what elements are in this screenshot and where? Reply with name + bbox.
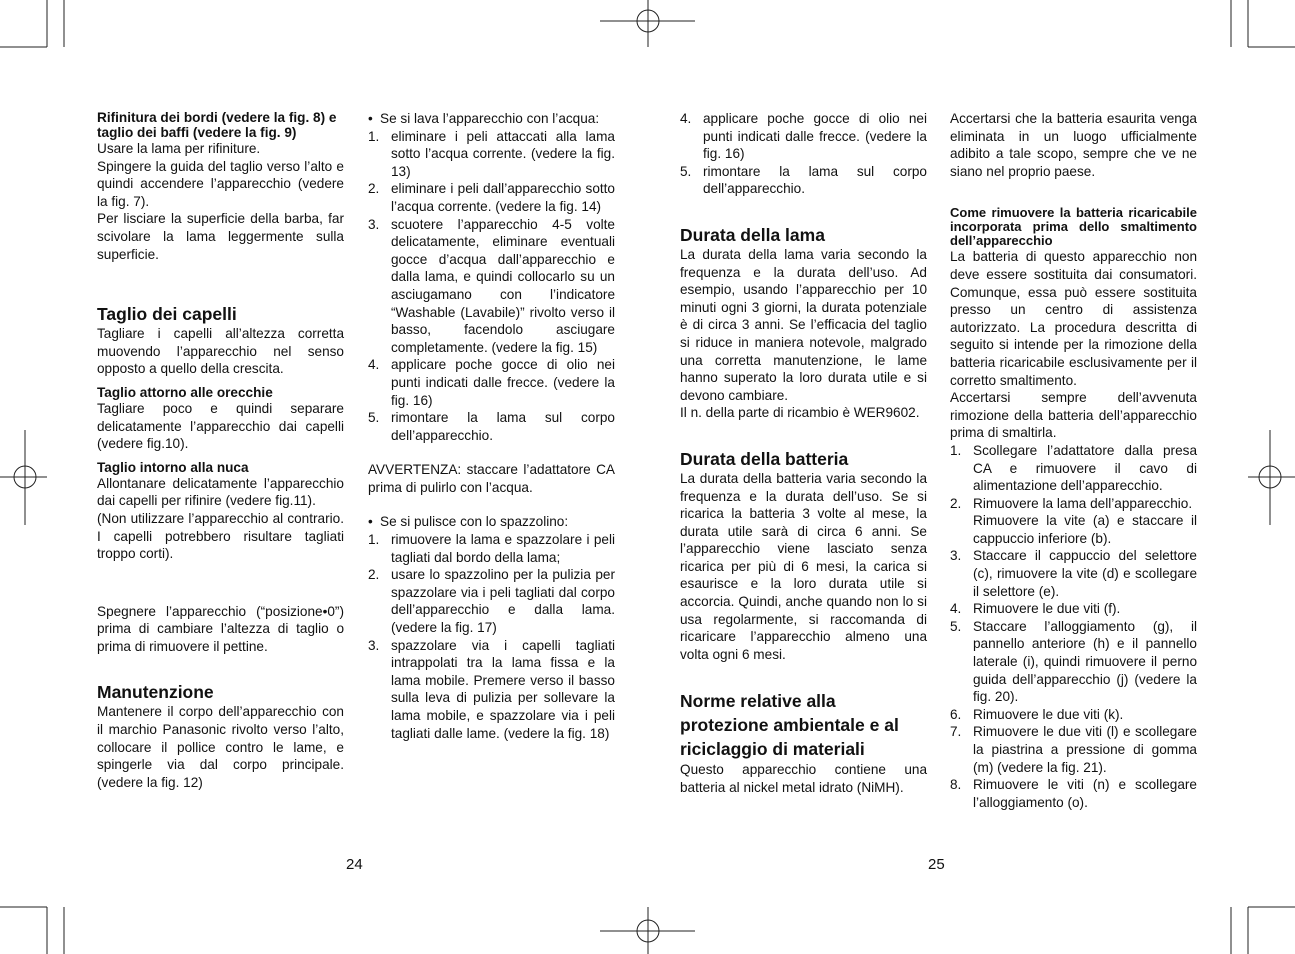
batteria-text: La durata della batteria varia secondo la frequenza e la durata dell’uso. Se si ricarica la batteria 3 volte al mese, la durata utile sarà di circa 6 anni. Se l’apparecchio viene lasciato senza ricarica per più di 6 mesi, la carica si esaurisce e la loro durata utile si accorcia. Quindi, anche quando non lo si usa regolarmente, si raccomanda di ricaricare l’apparecchio almeno una volta ogni 6 mesi.	[680, 470, 927, 662]
step-text: eliminare i peli dall’apparecchio sotto l’acqua corrente. (vedere la fig. 14)	[391, 181, 615, 214]
step-text: Rimuovere le viti (n) e scollegare l’alloggiamento (o).	[973, 777, 1197, 810]
ricambio-text: Il n. della parte di ricambio è WER9602.	[680, 405, 920, 421]
column-2	[368, 110, 615, 742]
step-number: 3.	[950, 548, 962, 564]
step-number: 3.	[368, 637, 380, 653]
spazzolino-intro	[368, 513, 615, 531]
list-item	[680, 163, 927, 198]
list-item	[368, 356, 615, 409]
list-item	[950, 547, 1197, 600]
step-text: Staccare il cappuccio del selettore (c), rimuovere la vite (d) e scollegare il selettore (e).	[973, 548, 1197, 599]
rimuovere-text: La batteria di questo apparecchio non deve essere sostituita dai consumatori. Comunque, essa può essere sostituita presso un centro di assistenza autorizzato. La procedura descritta di seguito si intende per la rimozione della batteria ricaricabile esclusivamente per il corretto smaltimento.	[950, 249, 1197, 388]
list-item	[950, 618, 1197, 706]
manutenzione-text: Mantenere il corpo dell’apparecchio con il marchio Panasonic rivolto verso l’alto, collocare il pollice contro le lame, e spingerle via dal corpo principale. (vedere la fig. 12)	[97, 704, 344, 790]
list-item	[368, 128, 615, 181]
list-item	[368, 216, 615, 357]
step-number: 5.	[368, 410, 380, 426]
rifinitura-heading: Rifinitura dei bordi (vedere la fig. 8) e taglio dei baffi (vedere la fig. 9)	[97, 110, 337, 140]
column-4	[950, 110, 1197, 811]
capelli-text: Tagliare i capelli all’altezza corretta muovendo l’apparecchio nel senso opposto a quello della crescita.	[97, 326, 344, 377]
step-number: 8.	[950, 777, 962, 793]
step-text: Rimuovere le due viti (l) e scollegare la piastrina a pressione di gomma (m) (vedere la fig. 21).	[973, 724, 1197, 775]
step-number: 4.	[950, 601, 962, 617]
lava-steps	[368, 128, 615, 445]
lava-intro-text: Se si lava l’apparecchio con l’acqua:	[380, 111, 600, 126]
step-text: usare lo spazzolino per la pulizia per spazzolare via i peli tagliati dal corpo dell’apparecchio e dalla lama. (vedere la fig. 17)	[391, 567, 615, 636]
rifinitura-text-3: Per lisciare la superficie della barba, far scivolare la lama leggermente sulla superficie.	[97, 211, 344, 262]
cont-steps	[680, 110, 927, 198]
spegnere-text: Spegnere l’apparecchio (“posizione•0”) prima di cambiare l’altezza di taglio o prima di rimuovere il pettine.	[97, 603, 344, 654]
nuca-heading: Taglio intorno alla nuca	[97, 459, 249, 475]
step-number: 1.	[368, 532, 380, 548]
step-text: Scollegare l’adattatore dalla presa CA e rimuovere il cavo di alimentazione dell’apparecchio.	[973, 442, 1197, 494]
capelli-title: Taglio dei capelli	[97, 304, 237, 325]
list-item	[950, 706, 1197, 724]
lama-text: La durata della lama varia secondo la frequenza e la durata dell’uso. Ad esempio, usando l’apparecchio per 10 minuti ogni 3 giorni, la durata potenziale è di circa 3 anni. Se l’efficacia del taglio si riduce in maniera notevole, malgrado una corretta manutenzione, le lame hanno superato la loro durata utile e si devono cambiare.	[680, 246, 927, 403]
list-item	[950, 776, 1197, 811]
step-number: 7.	[950, 724, 962, 740]
rimuovere-heading: Come rimuovere la batteria ricaricabile incorporata prima dello smaltimento dell’apparecchio	[950, 205, 1197, 249]
step-text: rimontare la lama sul corpo dell’apparecchio.	[391, 410, 615, 443]
step-text-2: Rimuovere la vite (a) e staccare il cappuccio inferiore (b).	[973, 513, 1197, 546]
list-item	[368, 180, 615, 215]
step-text: spazzolare via i capelli tagliati intrappolati tra la lama fissa e la lama mobile. Premere verso il basso sulla leva di pulizia per sollevare la lama mobile, e spazzolare via i peli tagliati dalle lame. (vedere la fig. 18)	[391, 637, 615, 741]
step-text: Rimuovere le due viti (k).	[973, 706, 1124, 722]
column-1	[97, 110, 344, 791]
step-text: rimuovere la lama e spazzolare i peli tagliati dal bordo della lama;	[391, 532, 615, 565]
bullet-dot: •	[368, 514, 373, 530]
smaltimento-steps	[950, 442, 1197, 811]
avvertenza-text: AVVERTENZA: staccare l’adattatore CA prima di pulirlo con l’acqua.	[368, 462, 615, 495]
step-number: 5.	[950, 618, 962, 634]
manutenzione-title: Manutenzione	[97, 682, 214, 703]
list-item	[950, 723, 1197, 776]
column-3	[680, 110, 927, 797]
norme-text: Questo apparecchio contiene una batteria al nickel metal idrato (NiMH).	[680, 762, 927, 796]
bullet-dot: •	[368, 111, 373, 126]
norme-title: Norme relative alla protezione ambientale e al riciclaggio di materiali	[680, 691, 899, 760]
list-item	[950, 600, 1197, 618]
batteria-title: Durata della batteria	[680, 448, 849, 469]
step-number: 1.	[368, 128, 380, 144]
step-number: 2.	[368, 567, 380, 583]
orecchie-heading: Taglio attorno alle orecchie	[97, 384, 273, 400]
nuca-text-1: Allontanare delicatamente l’apparecchio dai capelli per rifinire (vedere fig.11).	[97, 475, 344, 509]
spazzolino-intro-text: Se si pulisce con lo spazzolino:	[380, 514, 569, 530]
orecchie-text: Tagliare poco e quindi separare delicatamente l’apparecchio dai capelli (vedere fig.10).	[97, 400, 344, 452]
step-text: Rimuovere la lama dell’apparecchio.	[973, 495, 1193, 511]
list-item	[368, 637, 615, 743]
step-number: 2.	[950, 495, 962, 511]
step-number: 2.	[368, 181, 380, 197]
list-item	[680, 110, 927, 163]
step-text: scuotere l’apparecchio 4-5 volte delicatamente, eliminare eventuali gocce d’acqua dall’apparecchio e dalla lama, e quindi collocarlo su un asciugamano con l’indicatore “Washable (Lavabile)” rivolto verso il basso, facendolo asciugare completamente. (vedere la fig. 15)	[391, 216, 615, 355]
lava-intro	[368, 110, 615, 128]
step-number: 3.	[368, 216, 380, 232]
list-item	[950, 495, 1197, 548]
accertarsi-text: Accertarsi che la batteria esaurita venga eliminata in un luogo ufficialmente adibito a tale scopo, sempre che ve ne siano nel proprio paese.	[950, 111, 1197, 179]
step-text: Staccare l’alloggiamento (g), il pannello anteriore (h) e il pannello laterale (i), quindi rimuovere il perno guida dell’apparecchio (j) (vedere la fig. 20).	[973, 618, 1197, 705]
page-number-right: 25	[928, 856, 945, 873]
list-item	[950, 442, 1197, 495]
step-number: 6.	[950, 706, 962, 722]
sempre-text: Accertarsi sempre dell’avvenuta rimozione della batteria dell’apparecchio prima di smaltirla.	[950, 390, 1197, 441]
step-number: 5.	[680, 163, 692, 179]
step-text: rimontare la lama sul corpo dell’apparecchio.	[703, 163, 927, 197]
page-number-left: 24	[346, 856, 363, 873]
nuca-text-2: (Non utilizzare l’apparecchio al contrario. I capelli potrebbero risultare tagliati troppo corti).	[97, 510, 344, 562]
step-number: 4.	[368, 357, 380, 373]
step-text: eliminare i peli attaccati alla lama sotto l’acqua corrente. (vedere la fig. 13)	[391, 128, 615, 179]
step-text: applicare poche gocce di olio nei punti indicati dalle frecce. (vedere la fig. 16)	[703, 111, 927, 162]
spazzolino-steps	[368, 531, 615, 742]
step-text: Rimuovere le due viti (f).	[973, 601, 1121, 617]
list-item	[368, 409, 615, 444]
rifinitura-text-1: Usare la lama per rifiniture.	[97, 141, 261, 156]
rifinitura-text-2: Spingere la guida del taglio verso l’alto e quindi accendere l’apparecchio (vedere la fig. 7).	[97, 158, 344, 209]
list-item	[368, 531, 615, 566]
list-item	[368, 566, 615, 636]
step-text: applicare poche gocce di olio nei punti indicati dalle frecce. (vedere la fig. 16)	[391, 357, 615, 408]
step-number: 1.	[950, 442, 962, 458]
lama-title: Durata della lama	[680, 224, 825, 245]
step-number: 4.	[680, 111, 692, 126]
